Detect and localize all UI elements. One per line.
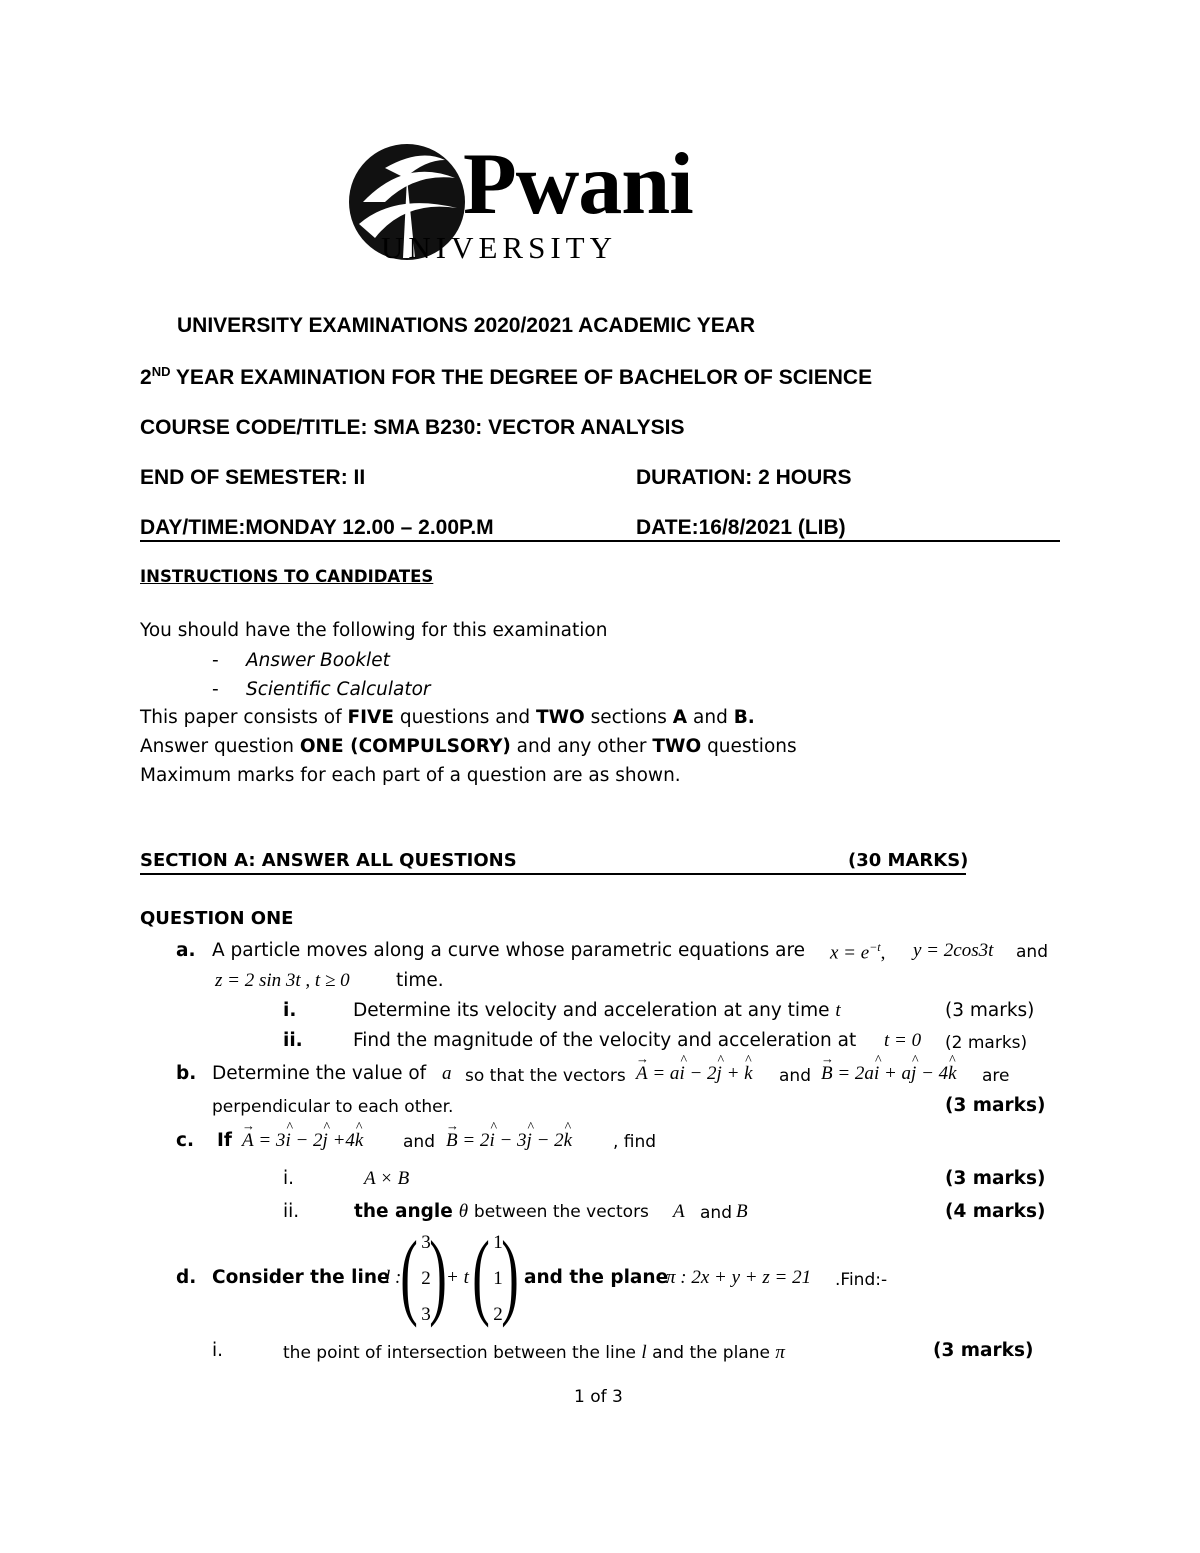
- part-a-ii-label: ii.: [283, 1030, 303, 1051]
- part-d-plus-t: + t: [446, 1267, 469, 1288]
- part-d-i-text: the point of intersection between the line l and the plane π: [283, 1342, 785, 1363]
- daytime-label: DAY/TIME:MONDAY 12.00 – 2.00P.M: [140, 516, 494, 539]
- vector-1-left-paren: (: [400, 1221, 418, 1328]
- semester-label: END OF SEMESTER: II: [140, 466, 366, 489]
- instructions-line1: This paper consists of FIVE questions and TWO sections A and B.: [140, 707, 755, 728]
- part-b-eq-B: → B = 2a^ i + a^ j − 4^ k: [821, 1063, 957, 1085]
- instructions-line3: Maximum marks for each part of a question are as shown.: [140, 765, 681, 786]
- section-title: SECTION A: ANSWER ALL QUESTIONS: [140, 850, 517, 871]
- vector-2-left-paren: (: [472, 1221, 490, 1328]
- part-d-i-label: i.: [212, 1340, 224, 1361]
- part-b-are: are: [982, 1066, 1010, 1086]
- header-underline: [140, 540, 1060, 542]
- vector-1-entry: 3: [421, 1304, 431, 1325]
- vector-2-entry: 1: [493, 1232, 503, 1253]
- part-c-and: and: [403, 1132, 435, 1152]
- exam-header-line1: UNIVERSITY EXAMINATIONS 2020/2021 ACADEMIC YEAR: [177, 314, 756, 337]
- part-c-ii-text: the angle θ between the vectors: [354, 1201, 649, 1222]
- question-title: QUESTION ONE: [140, 908, 294, 929]
- vector-1-right-paren: ): [429, 1221, 447, 1328]
- part-a-ii-eq: t = 0: [884, 1030, 922, 1051]
- date-label: DATE:16/8/2021 (LIB): [636, 516, 846, 539]
- logo-subtitle: UNIVERSITY: [381, 230, 617, 265]
- part-a-text: A particle moves along a curve whose parametric equations are: [212, 940, 806, 961]
- course-title: COURSE CODE/TITLE: SMA B230: VECTOR ANALYSIS: [140, 416, 685, 439]
- vector-1-entry: 3: [421, 1232, 431, 1253]
- vector-1-entry: 2: [421, 1268, 431, 1289]
- part-b-var: a: [442, 1063, 452, 1084]
- part-c-ii-label: ii.: [283, 1201, 300, 1222]
- part-a-time: time.: [396, 970, 444, 991]
- part-c-ii-B: B: [736, 1201, 748, 1222]
- part-b-text3: perpendicular to each other.: [212, 1097, 454, 1117]
- instructions-line2: Answer question ONE (COMPULSORY) and any other TWO questions: [140, 736, 797, 757]
- exam-header-line2: 2ND YEAR EXAMINATION FOR THE DEGREE OF BACHELOR OF SCIENCE: [140, 364, 873, 389]
- part-c-ii-marks: (4 marks): [945, 1201, 1046, 1222]
- part-a-i-label: i.: [283, 1000, 297, 1021]
- part-c-i-eq: A × B: [364, 1168, 410, 1189]
- instructions-title: INSTRUCTIONS TO CANDIDATES: [140, 567, 434, 586]
- part-a-eq-y: y = 2cos3t: [913, 940, 994, 961]
- part-a-label: a.: [176, 940, 196, 961]
- part-c-i-marks: (3 marks): [945, 1168, 1046, 1189]
- instructions-intro: You should have the following for this examination: [140, 620, 608, 641]
- list-item-calculator: Scientific Calculator: [246, 679, 431, 700]
- vector-2-entry: 2: [493, 1304, 503, 1325]
- part-a-i-marks: (3 marks): [945, 1000, 1035, 1021]
- logo-wordmark: Pwani: [463, 136, 693, 233]
- part-b-marks: (3 marks): [945, 1095, 1046, 1116]
- part-c-eq-A: → A = 3^ i − 2^ j +4^ k: [242, 1130, 363, 1152]
- part-b-label: b.: [176, 1063, 197, 1084]
- part-c-if: If: [217, 1130, 232, 1151]
- part-c-ii-A: A: [673, 1201, 685, 1222]
- part-b-text1: Determine the value of: [212, 1063, 427, 1084]
- part-a-i-text: Determine its velocity and acceleration at any time t: [353, 1000, 841, 1021]
- part-d-line-l: l :: [385, 1267, 402, 1288]
- part-d-text2: and the plane: [524, 1267, 669, 1288]
- list-item: -: [212, 679, 219, 700]
- part-d-label: d.: [176, 1267, 197, 1288]
- list-item: -: [212, 650, 219, 671]
- part-d-text1: Consider the line: [212, 1267, 390, 1288]
- duration-label: DURATION: 2 HOURS: [636, 466, 852, 489]
- part-c-ii-and: and: [700, 1203, 732, 1223]
- part-d-i-marks: (3 marks): [933, 1340, 1034, 1361]
- part-c-find: , find: [613, 1132, 657, 1152]
- part-a-ii-marks: (2 marks): [945, 1033, 1028, 1053]
- section-underline: [140, 873, 966, 875]
- part-b-text2: so that the vectors: [465, 1066, 626, 1086]
- part-c-i-label: i.: [283, 1168, 295, 1189]
- university-logo: [345, 136, 693, 268]
- page-number: 1 of 3: [574, 1387, 623, 1407]
- part-d-find: .Find:-: [835, 1270, 888, 1290]
- part-d-plane: π : 2x + y + z = 21: [666, 1267, 812, 1288]
- part-a-eq-z: z = 2 sin 3t , t ≥ 0: [215, 970, 350, 991]
- part-a-ii-text: Find the magnitude of the velocity and acceleration at: [353, 1030, 857, 1051]
- part-b-and: and: [779, 1066, 811, 1086]
- list-item-answer-booklet: Answer Booklet: [246, 650, 390, 671]
- part-c-eq-B: → B = 2^ i − 3^ j − 2^ k: [446, 1130, 572, 1152]
- vector-2-entry: 1: [493, 1268, 503, 1289]
- part-a-and: and: [1016, 942, 1048, 962]
- part-a-eq-x: $x = e^{-t}$,: [830, 940, 886, 964]
- part-b-eq-A: → A = a^ i − 2^ j + ^ k: [636, 1063, 753, 1085]
- vector-2-right-paren: ): [501, 1221, 519, 1328]
- part-c-label: c.: [176, 1130, 194, 1151]
- section-marks: (30 MARKS): [848, 850, 969, 871]
